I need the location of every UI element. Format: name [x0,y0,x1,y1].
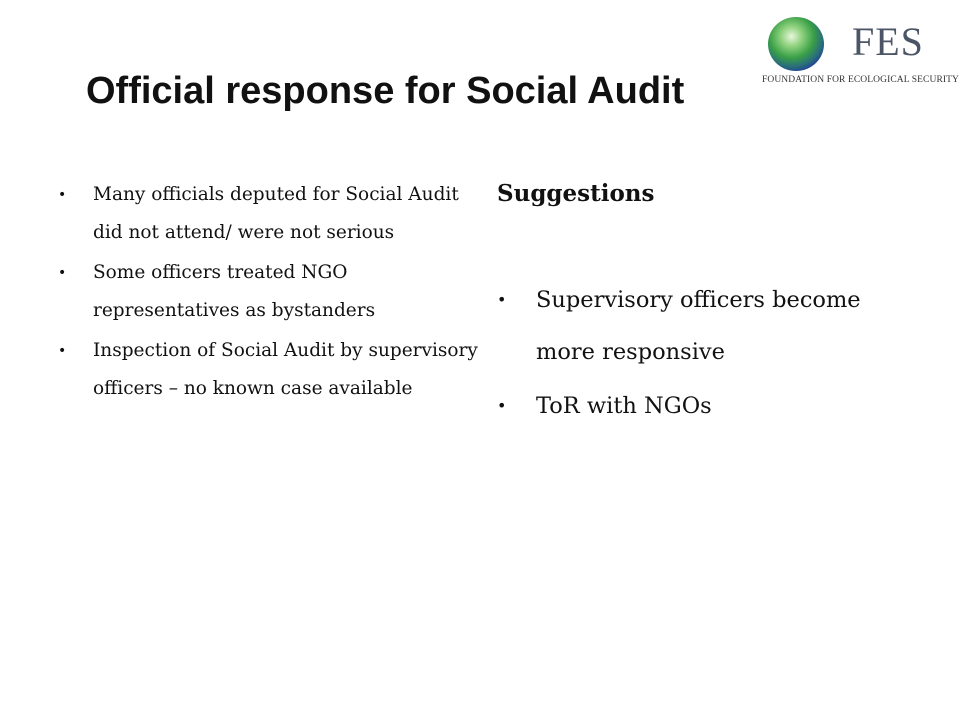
bullet-icon: • [58,343,67,359]
list-item-text: Many officials deputed for Social Audit did not attend/ were not serious [93,184,459,243]
logo-tagline: FOUNDATION FOR ECOLOGICAL SECURITY [762,75,960,85]
list-item [58,332,478,408]
slide-title: Official response for Social Audit [86,70,685,112]
left-column [58,176,478,410]
fes-logo [760,16,960,94]
list-item [497,380,917,432]
globe-icon [760,16,830,74]
list-item-text: ToR with NGOs [536,393,712,419]
list-item [58,254,478,330]
bullet-icon: • [497,396,507,415]
bullet-icon: • [58,265,67,281]
bullet-icon: • [58,187,67,203]
list-item [58,176,478,252]
list-item [497,274,917,378]
findings-list [58,176,478,408]
bullet-icon: • [497,290,507,309]
list-item-text: Supervisory officers become more responsive [536,287,861,365]
suggestions-list [497,274,917,432]
suggestions-heading: Suggestions [497,180,655,207]
list-item-text: Inspection of Social Audit by supervisory officers – no known case available [93,340,478,399]
list-item-text: Some officers treated NGO representatives as bystanders [93,262,376,321]
right-column [497,174,917,434]
logo-wordmark: FES [852,19,924,64]
